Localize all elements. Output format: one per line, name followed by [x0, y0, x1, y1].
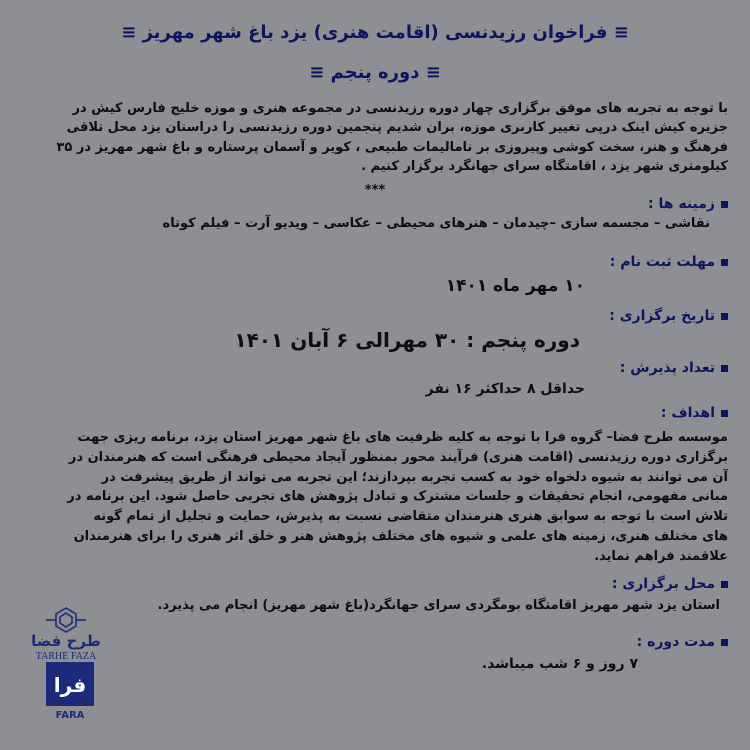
intro-line: با توجه به تجربه های موفق برگزاری چهار دوره رزیدنسی در مجموعه هنری و موزه خلیج فارس کیش در: [72, 101, 728, 116]
goals-heading: [661, 405, 728, 421]
bullet-square-icon: [721, 410, 728, 417]
bullet-square-icon: [721, 365, 728, 372]
deadline-heading: [610, 254, 728, 270]
fields-heading-text: زمینه ها :: [648, 196, 715, 212]
bullet-square-icon: [721, 201, 728, 208]
intro-line: کیلومتری شهر یزد ، اقامتگاه سرای جهانگرد برگزار کنیم .: [361, 158, 728, 174]
duration-heading: [637, 634, 728, 650]
goals-line: های مختلف هنری، زمینه های علمی و شیوه های مختلف پژوهش هنر و خلق اثر هنری را برای هنرمندان: [73, 528, 728, 544]
dates-heading-text: تاریخ برگزاری :: [609, 308, 715, 324]
title-bars-right: ≡: [613, 22, 629, 43]
title-bars-left: ≡: [121, 22, 137, 43]
duration-value: ۷ روز و ۶ شب میباشد.: [481, 656, 638, 672]
goals-line: تلاش است با توجه به سوابق هنری هنرمندان متقاضی نسبت به پذیرش، حمایت و تجلیل از تمام گونه: [93, 509, 728, 525]
fara-logo: [44, 662, 96, 720]
intro-line: فرهنگ و هنر، سخت کوشی وپیروزی بر نامالیمات طبیعی ، کویر و آسمان پرستاره و باغ شهر مهریز در ۳۵: [56, 139, 728, 155]
goals-heading-text: اهداف :: [660, 405, 715, 421]
fara-en-text: FARA: [55, 710, 85, 720]
bullet-square-icon: [721, 639, 728, 646]
tarhe-faza-fa-text: طرح فضا: [31, 632, 101, 650]
page-subtitle: [0, 62, 750, 83]
venue-heading: [612, 576, 728, 592]
dates-value: دوره پنجم : ۳۰ مهرالی ۶ آبان ۱۴۰۱: [234, 328, 580, 352]
deadline-value: ۱۰ مهر ماه ۱۴۰۱: [445, 276, 585, 296]
goals-line: علاقمند فراهم نماید.: [594, 548, 728, 564]
subtitle-bars-left: ≡: [309, 62, 325, 83]
tarhe-faza-logo: [16, 606, 116, 662]
subtitle-text: دوره پنجم: [330, 62, 420, 83]
separator-stars: ***: [364, 183, 386, 198]
intro-line: جزیره کیش اینک درپی تغییر کاربری موزه، بران شدیم پنجمین دوره رزیدنسی را دراستان یزد محل تلاقی: [66, 120, 728, 136]
goals-line: مبانی مفهومی، انجام تحقیقات و جلسات مشترک و تبادل پژوهش های تجربی حاصل شود. این برنامه در: [67, 489, 728, 505]
duration-heading-text: مدت دوره :: [636, 634, 715, 650]
goals-paragraph: [67, 428, 728, 567]
deadline-heading-text: مهلت ثبت نام :: [609, 254, 715, 270]
tarhe-faza-en-text: TARHE FAZA: [35, 651, 97, 662]
bullet-square-icon: [721, 259, 728, 266]
page-title: [0, 22, 750, 43]
capacity-heading: [620, 360, 728, 376]
fields-heading: [648, 196, 728, 212]
goals-line: موسسه طرح فضا– گروه فرا با توجه به کلیه ظرفیت های باغ شهر مهریز استان یزد، برنامه ریزی جهت: [77, 430, 728, 445]
bullet-square-icon: [721, 581, 728, 588]
goals-line: آن می توانند به شیوه دلخواه خود به کسب تجربه بپردازند؛ این تجربه می تواند از طریق پیشرفت در: [101, 469, 728, 485]
dates-heading: [609, 308, 728, 324]
subtitle-bars-right: ≡: [425, 62, 441, 83]
capacity-heading-text: تعداد پذیرش :: [619, 360, 715, 376]
venue-value: استان یزد شهر مهریز اقامتگاه بومگردی سرای جهانگرد(باغ شهر مهریز) انجام می پذیرد.: [157, 598, 720, 613]
goals-line: برگزاری دوره رزیدنسی (اقامت هنری) فرآیند محور بمنظور آیجاد محیطی فرهنگی است که هنرمندان در: [68, 449, 728, 465]
bullet-square-icon: [721, 313, 728, 320]
venue-heading-text: محل برگزاری :: [611, 576, 715, 592]
fara-mark-text: فرا: [53, 673, 87, 697]
fields-value: نقاشی – مجسمه سازی –چیدمان – هنرهای محیطی – عکاسی – ویدیو آرت – فیلم کوتاه: [162, 216, 710, 231]
title-text: فراخوان رزیدنسی (اقامت هنری) یزد باغ شهر مهریز: [142, 22, 608, 43]
intro-paragraph: [56, 99, 728, 176]
capacity-value: حداقل ۸ حداکثر ۱۶ نفر: [425, 381, 585, 397]
